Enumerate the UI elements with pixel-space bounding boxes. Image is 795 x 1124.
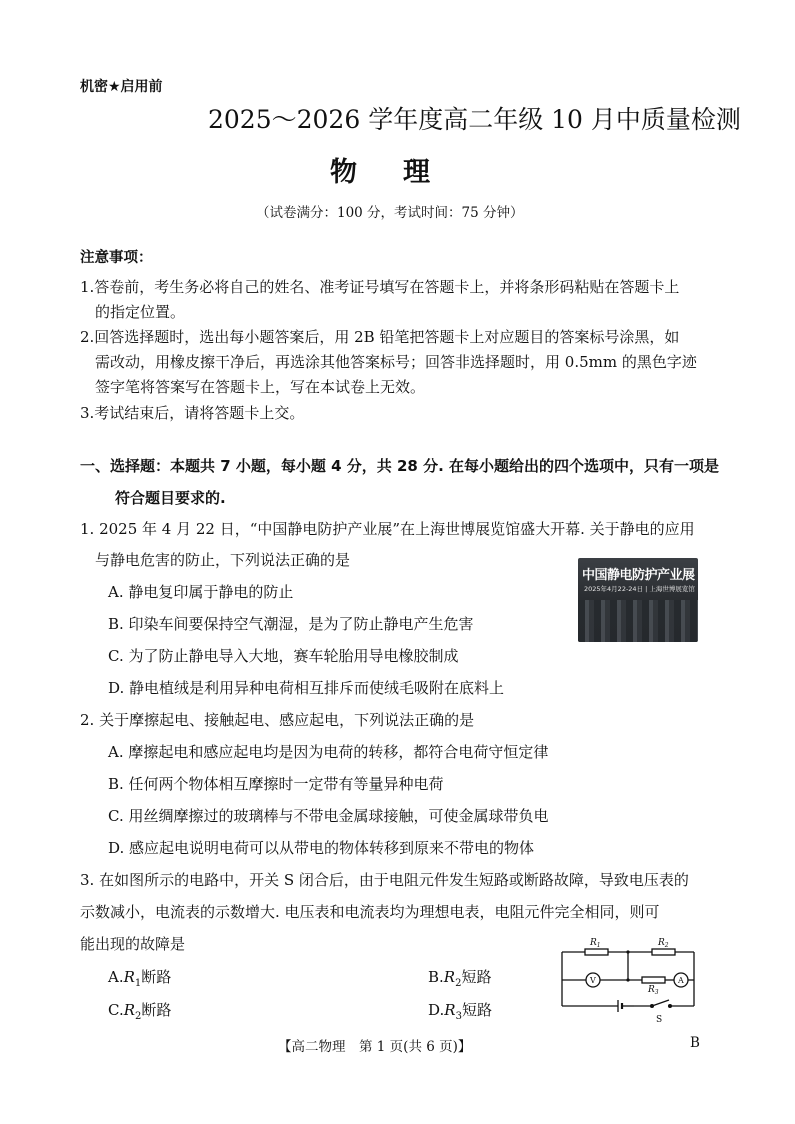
option-text: 断路 xyxy=(141,968,172,986)
notice-line: 需改动，用橡皮擦干净后，再选涂其他答案标号；回答非选择题时，用 0.5mm 的黑色字迹 xyxy=(95,353,697,371)
resistor-r1 xyxy=(585,949,608,955)
q2-stem: 2. 关于摩擦起电、接触起电、感应起电，下列说法正确的是 xyxy=(80,711,475,729)
option-symbol: R xyxy=(443,968,456,986)
notice-line: 3.考试结束后，请将答题卡上交。 xyxy=(80,404,305,422)
switch-icon xyxy=(652,1000,669,1006)
option-subscript: 2 xyxy=(455,978,462,989)
resistor-r3 xyxy=(642,977,665,983)
paper-version: B xyxy=(690,1035,700,1051)
label-voltmeter: V xyxy=(590,976,596,985)
q3-option-c xyxy=(108,999,171,1022)
q2-option-b: B. 任何两个物体相互摩擦时一定带有等量异种电荷 xyxy=(108,775,444,793)
q1-option-d: D. 静电植绒是利用异种电荷相互排斥而使绒毛吸附在底料上 xyxy=(108,679,505,697)
q1-option-a: A. 静电复印属于静电的防止 xyxy=(108,583,294,601)
notice-line: 1.答卷前，考生务必将自己的姓名、准考证号填写在答题卡上，并将条形码粘贴在答题卡上 xyxy=(80,278,680,296)
notice-line: 2.回答选择题时，选出每小题答案后，用 2B 铅笔把答题卡上对应题目的答案标号涂黑，如 xyxy=(80,328,680,346)
q3-stem-cont: 能出现的故障是 xyxy=(80,935,186,953)
q3-option-a xyxy=(108,966,171,989)
switch-pivot xyxy=(651,1005,654,1008)
label-r1: $R_1$ xyxy=(590,938,601,949)
expo-photo xyxy=(578,558,698,642)
option-text: 断路 xyxy=(141,1001,172,1019)
q1-stem-cont: 与静电危害的防止，下列说法正确的是 xyxy=(95,551,351,569)
label-ammeter: A xyxy=(678,976,684,985)
option-symbol: R xyxy=(123,1001,136,1019)
option-letter: C. xyxy=(108,1001,124,1019)
subject-title: 物理 xyxy=(330,157,476,188)
option-subscript: 1 xyxy=(134,978,142,989)
q1-stem: 1. 2025 年 4 月 22 日，“中国静电防护产业展”在上海世博展览馆盛大开幕. 关于静电的应用 xyxy=(80,520,695,538)
option-text: 短路 xyxy=(461,1001,492,1019)
exam-info: （试卷满分：100 分，考试时间：75 分钟） xyxy=(256,205,524,221)
page-footer: 【高二物理 第 1 页(共 6 页)】 xyxy=(278,1039,472,1055)
junction xyxy=(626,950,629,953)
q2-option-d: D. 感应起电说明电荷可以从带电的物体转移到原来不带电的物体 xyxy=(108,839,535,857)
q3-stem: 3. 在如图所示的电路中，开关 S 闭合后，由于电阻元件发生短路或断路故障，导致电压表的 xyxy=(80,871,689,889)
junction xyxy=(626,978,629,981)
exam-title: 2025～2026 学年度高二年级 10 月中质量检测 xyxy=(208,105,741,134)
q2-option-a: A. 摩擦起电和感应起电均是因为电荷的转移，都符合电荷守恒定律 xyxy=(108,743,549,761)
label-r3: $R_3$ xyxy=(648,985,659,996)
option-symbol: R xyxy=(444,1001,456,1019)
q2-option-c: C. 用丝绸摩擦过的玻璃棒与不带电金属球接触，可使金属球带负电 xyxy=(108,807,549,825)
notice-heading: 注意事项： xyxy=(80,250,153,266)
option-subscript: 2 xyxy=(135,1011,142,1022)
q3-stem-cont: 示数减小，电流表的示数增大. 电压表和电流表均为理想电表，电阻元件完全相同，则可 xyxy=(80,903,660,921)
option-text: 短路 xyxy=(461,968,492,986)
section-heading-cont: 符合题目要求的. xyxy=(115,489,226,507)
resistor-r2 xyxy=(652,949,675,955)
circuit-diagram xyxy=(552,934,702,1026)
option-letter: B. xyxy=(428,968,444,986)
q1-option-b: B. 印染车间要保持空气潮湿，是为了防止静电产生危害 xyxy=(108,615,474,633)
option-letter: D. xyxy=(428,1001,445,1019)
switch-contact xyxy=(669,1005,672,1008)
expo-photo-title: 中国静电防护产业展 xyxy=(582,568,695,583)
notice-line: 的指定位置。 xyxy=(95,303,186,321)
label-switch: S xyxy=(656,1015,663,1025)
q3-option-b xyxy=(428,966,491,989)
expo-crowd xyxy=(578,600,698,642)
confidential-mark: 机密★启用前 xyxy=(80,79,163,95)
section-heading: 一、选择题：本题共 7 小题，每小题 4 分，共 28 分. 在每小题给出的四个选项中，只有一项是 xyxy=(80,457,720,475)
expo-photo-subtitle: 2025年4月22-24日 | 上海世博展览馆 xyxy=(584,585,695,593)
notice-line: 签字笔将答案写在答题卡上，写在本试卷上无效。 xyxy=(95,378,426,396)
q3-option-d xyxy=(428,999,492,1022)
option-symbol: R xyxy=(123,968,135,986)
q1-option-c: C. 为了防止静电导入大地，赛车轮胎用导电橡胶制成 xyxy=(108,647,459,665)
option-letter: A. xyxy=(108,968,124,986)
option-subscript: 3 xyxy=(455,1011,462,1022)
label-r2: $R_2$ xyxy=(658,938,669,949)
